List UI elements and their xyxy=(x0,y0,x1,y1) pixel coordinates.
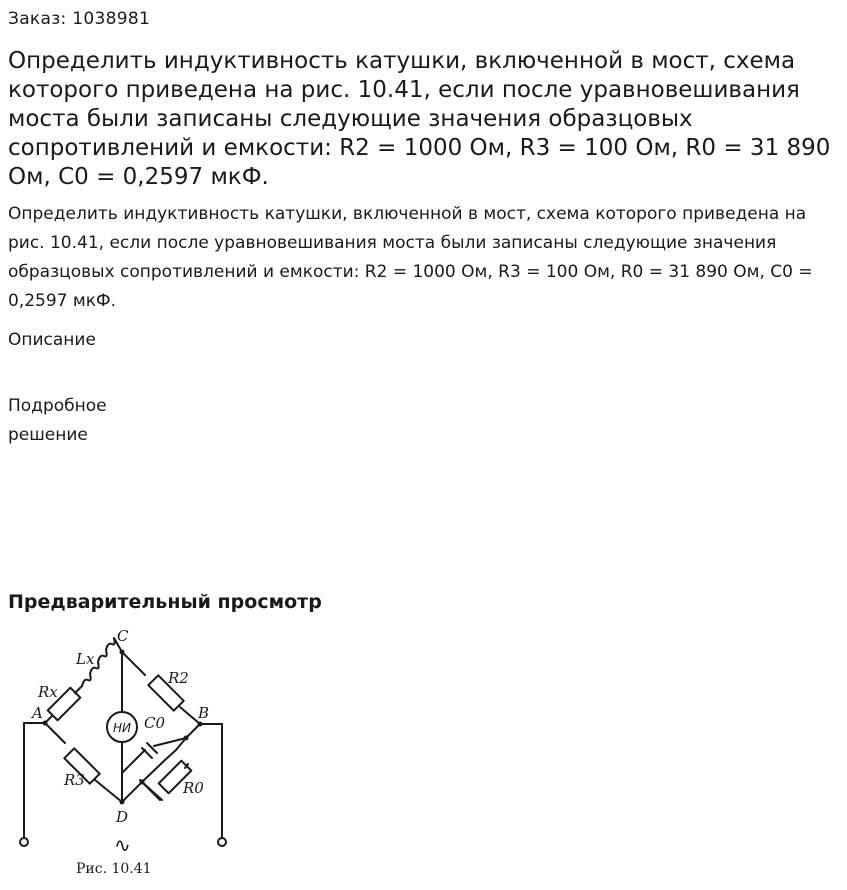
ac-source-icon: ∿ xyxy=(114,833,131,857)
c0-label: C0 xyxy=(144,714,166,732)
r3-label: R3 xyxy=(64,771,85,789)
page-title: Определить индуктивность катушки, включенной в мост, схема которого приведена на рис. 10.41, если после уравновешивания моста были записаны следующие значения образцовых сопротивлений и емкости: R2 = 1000 Ом, R3 = 100 Ом, R0 = 31 890 Ом, C0 = 0,2597 мкФ. xyxy=(8,48,831,190)
r0-label: R0 xyxy=(183,779,204,797)
task-description: Определить индуктивность катушки, включенной в мост, схема которого приведена на рис. 10.41, если после уравновешивания моста были записаны следующие значения образцовых сопротивлений и емкости: R2 = 1000 Ом, R3 = 100 Ом, R0 = 31 890 Ом, C0 = 0,2597 мкФ. xyxy=(8,204,813,311)
inductor-label: Lx xyxy=(76,650,95,668)
preview-heading: Предварительный просмотр xyxy=(8,591,322,613)
solution-label: Подробное решение xyxy=(8,396,107,445)
description-label: Описание xyxy=(8,330,96,350)
node-label-b: B xyxy=(198,704,210,722)
node-label-d: D xyxy=(116,808,129,826)
node-label-c: C xyxy=(117,627,129,645)
figure-caption: Рис. 10.41 xyxy=(76,861,152,877)
null-indicator-label: НИ xyxy=(113,721,131,735)
order-number: Заказ: 1038981 xyxy=(8,9,151,29)
r2-label: R2 xyxy=(168,669,189,687)
node-label-a: A xyxy=(32,704,43,722)
bridge-circuit-figure xyxy=(0,620,240,885)
rx-label: Rx xyxy=(38,683,58,701)
